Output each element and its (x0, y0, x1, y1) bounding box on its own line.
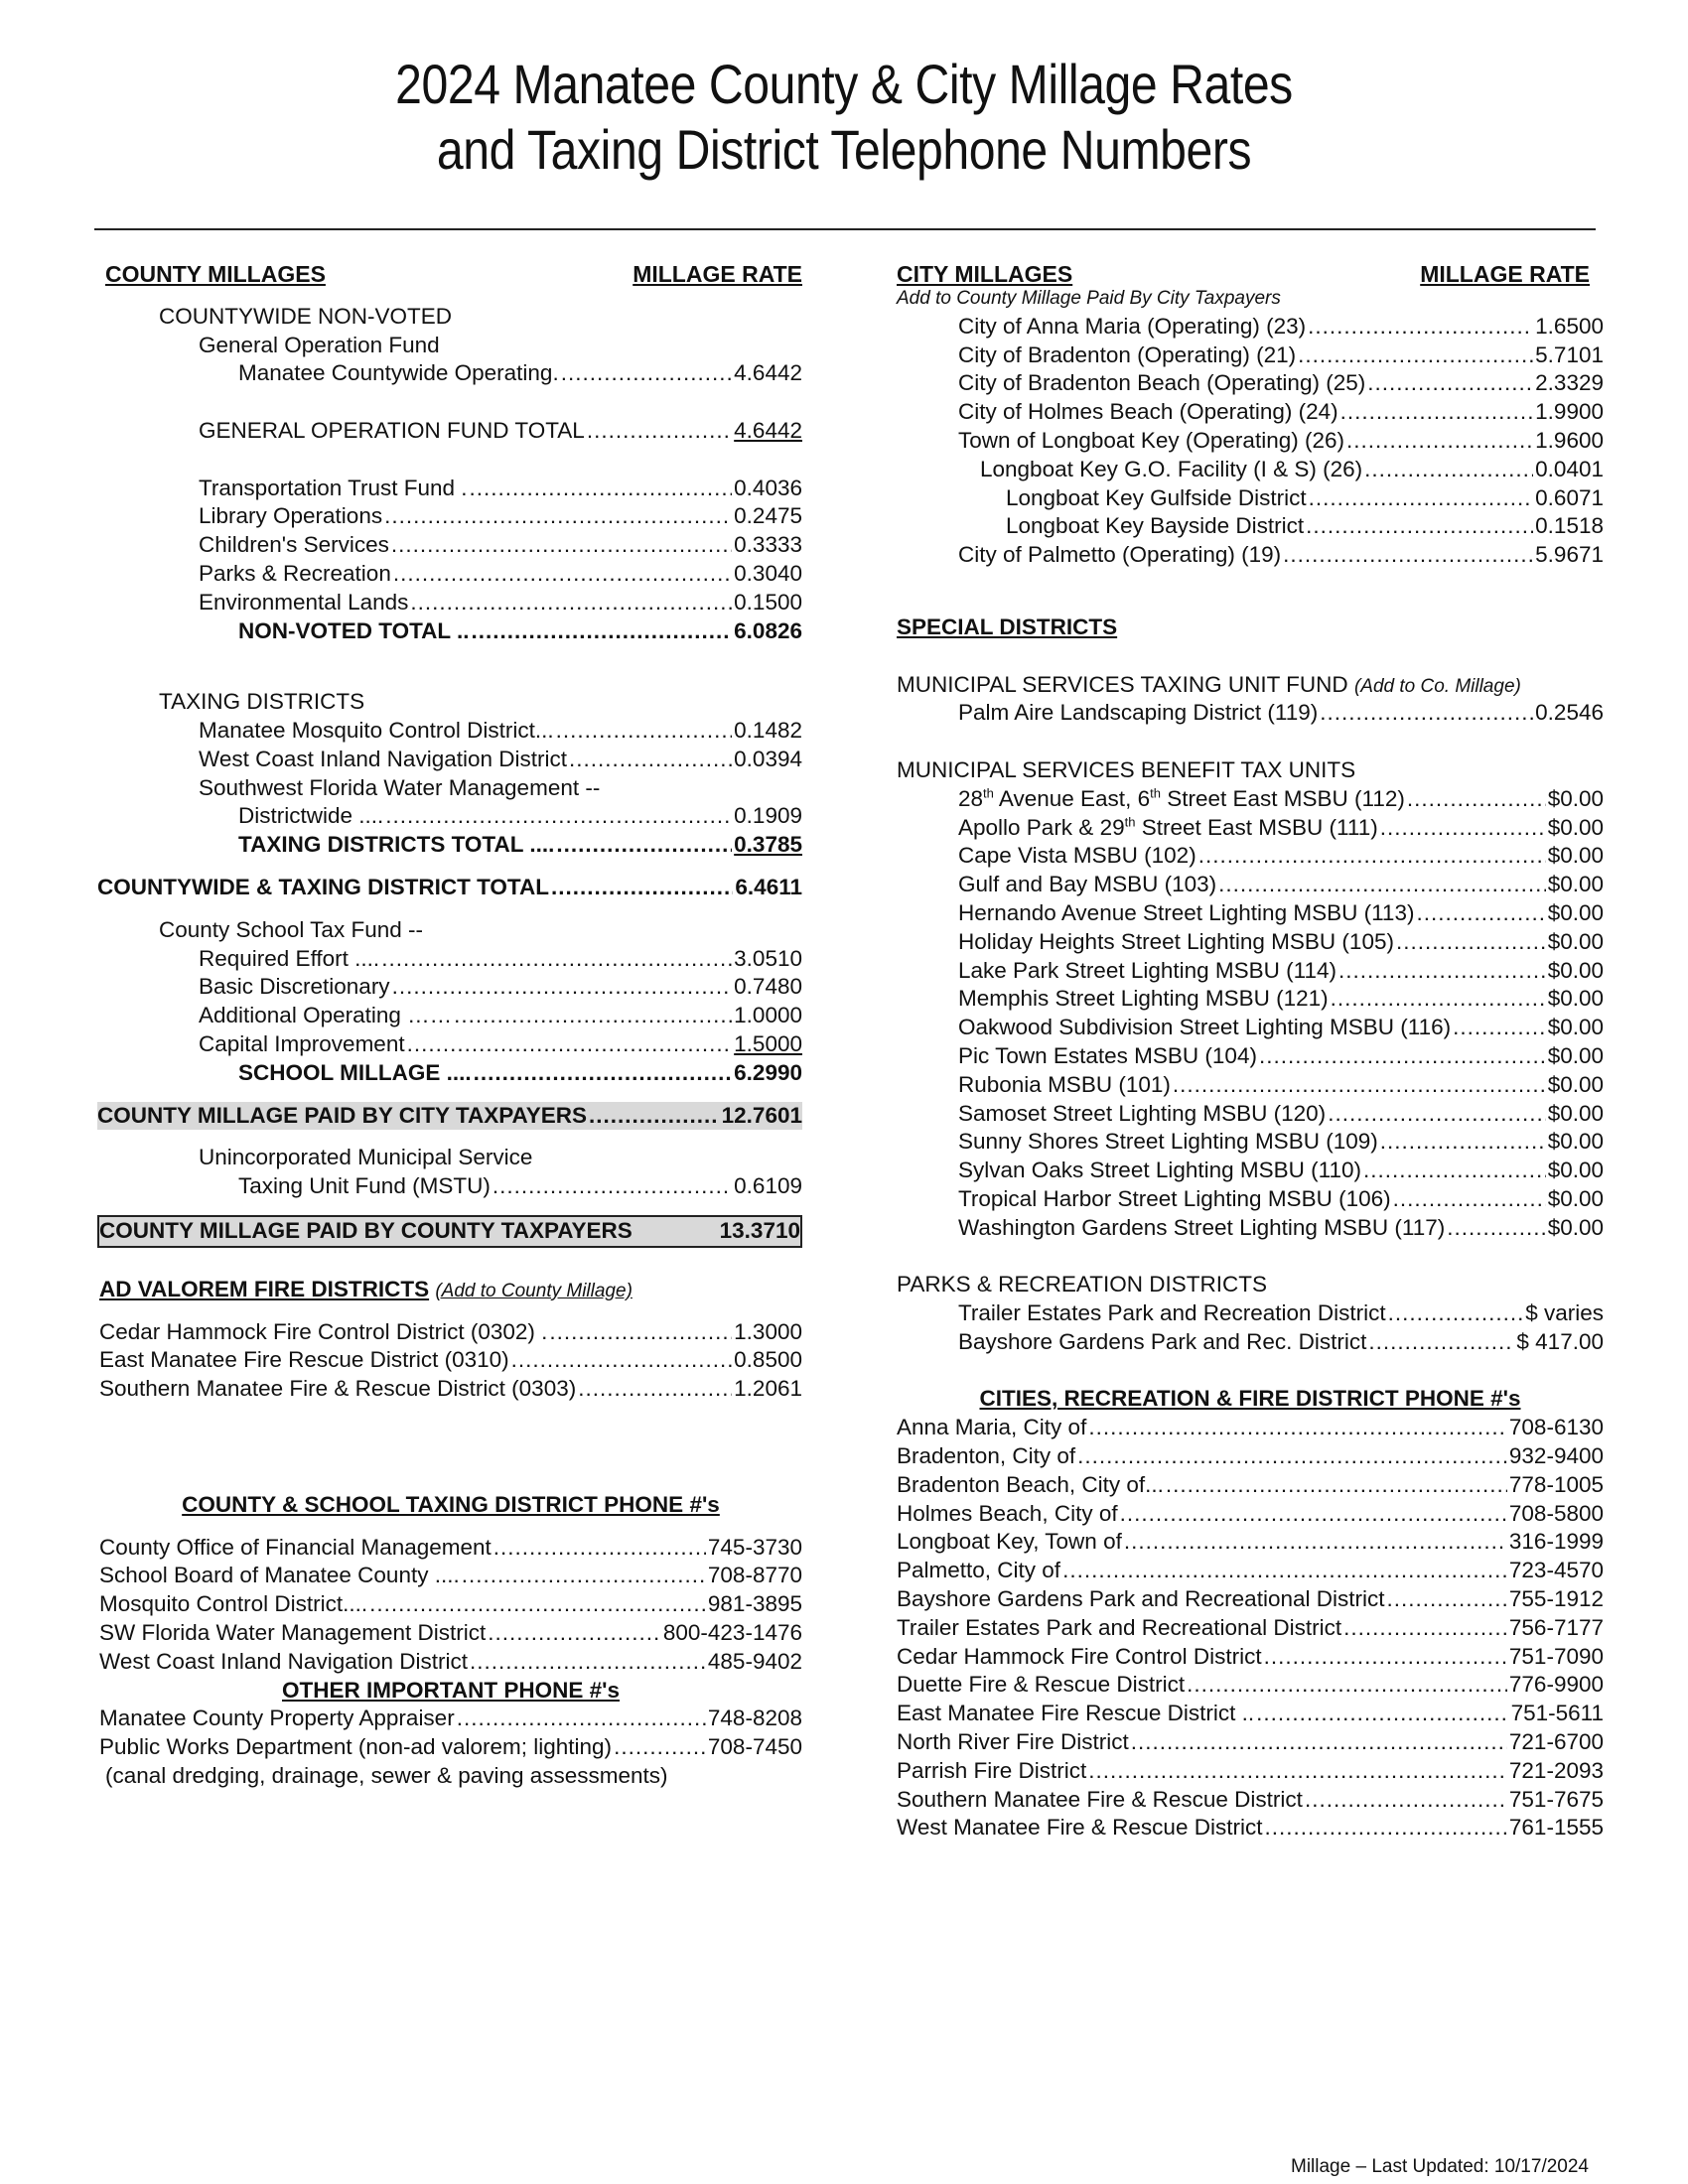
mstu-row: Taxing Unit Fund (MSTU) ..... 0.6109 (99, 1172, 802, 1201)
phone-row: Trailer Estates Park and Recreational District ..... 756-7177 (897, 1614, 1604, 1643)
general-fund-label: General Operation Fund (199, 332, 440, 357)
msbu-header: MUNICIPAL SERVICES BENEFIT TAX UNITS (897, 756, 1356, 782)
millage-row: Basic Discretionary ..... 0.7480 (99, 973, 802, 1002)
millage-row: West Coast Inland Navigation District ..... 0.0394 (99, 746, 802, 774)
phone-row: Cedar Hammock Fire Control District ..... 751-7090 (897, 1643, 1604, 1672)
phone-row: Bayshore Gardens Park and Recreational District ..... 755-1912 (897, 1585, 1604, 1614)
phone-row: Southern Manatee Fire & Rescue District ..... 751-7675 (897, 1786, 1604, 1815)
phone-row: Public Works Department (non-ad valorem; lighting) ..... 708-7450 (99, 1733, 802, 1762)
city-millage-row: Longboat Key Gulfside District ..... 0.6071 (897, 484, 1604, 513)
phone-row: East Manatee Fire Rescue District .. ..... 751-5611 (897, 1700, 1604, 1728)
city-note: Add to County Millage Paid By City Taxpayers (897, 287, 1281, 309)
parks-row: Trailer Estates Park and Recreation District ..... $ varies (897, 1299, 1604, 1328)
fire-district-row: East Manatee Fire Rescue District (0310) ..... 0.8500 (99, 1346, 802, 1375)
msbu-row: Washington Gardens Street Lighting MSBU (117) ..... $0.00 (897, 1214, 1604, 1243)
msbu-row: Apollo Park & 29th Street East MSBU (111) ..... $0.00 (897, 814, 1604, 843)
phone-row: West Coast Inland Navigation District ..... 485-9402 (99, 1648, 802, 1677)
millage-row: Manatee Mosquito Control District... ..... 0.1482 (99, 717, 802, 746)
fire-district-row: Southern Manatee Fire & Rescue District (0303) ..... 1.2061 (99, 1375, 802, 1404)
phone-row: North River Fire District ..... 721-6700 (897, 1728, 1604, 1757)
cities-phone-list (897, 1414, 1604, 1843)
phone-row: Anna Maria, City of ..... 708-6130 (897, 1414, 1604, 1442)
city-millage-row: City of Anna Maria (Operating) (23) ..... 1.6500 (897, 313, 1604, 341)
city-millage-row: City of Bradenton (Operating) (21) ..... 5.7101 (897, 341, 1604, 370)
msbu-row: Oakwood Subdivision Street Lighting MSBU (116) ..... $0.00 (897, 1014, 1604, 1042)
taxing-districts-label: TAXING DISTRICTS (159, 689, 365, 715)
millage-row: Required Effort .... ..... 3.0510 (99, 945, 802, 974)
phone-row: County Office of Financial Management ..... 745-3730 (99, 1534, 802, 1563)
city-millage-row: City of Holmes Beach (Operating) (24) ..... 1.9900 (897, 398, 1604, 427)
millage-rate-heading: MILLAGE RATE (633, 261, 802, 287)
countywide-taxing-total-row: COUNTYWIDE & TAXING DISTRICT TOTAL ..... 6.4611 (97, 874, 802, 902)
city-millages-column (897, 260, 1604, 1843)
phone-row: Bradenton, City of ..... 932-9400 (897, 1442, 1604, 1471)
phone-row: School Board of Manatee County .... ..... 708-8770 (99, 1562, 802, 1590)
phone-row: Parrish Fire District ..... 721-2093 (897, 1757, 1604, 1786)
msbu-row: Cape Vista MSBU (102) ..... $0.00 (897, 842, 1604, 871)
city-millage-row: City of Palmetto (Operating) (19) ..... 5.9671 (897, 541, 1604, 570)
county-millages-heading: COUNTY MILLAGES (105, 261, 326, 287)
city-millages-header (897, 260, 1604, 289)
city-millage-row: Longboat Key Bayside District ..... 0.1518 (897, 512, 1604, 541)
msbu-row: Sylvan Oaks Street Lighting MSBU (110) ..... $0.00 (897, 1157, 1604, 1185)
millage-row: Children's Services ..... 0.3333 (99, 531, 802, 560)
msbu-row: Sunny Shores Street Lighting MSBU (109) ..... $0.00 (897, 1128, 1604, 1157)
nonvoted-total-row: NON-VOTED TOTAL .. ..... 6.0826 (99, 617, 802, 646)
other-phone-note: (canal dredging, drainage, sewer & paving assessments) (105, 1763, 668, 1789)
last-updated-footer: Millage – Last Updated: 10/17/2024 (1291, 2156, 1589, 2177)
parks-header: PARKS & RECREATION DISTRICTS (897, 1272, 1267, 1297)
school-list (99, 945, 802, 1059)
countywide-nonvoted-label: COUNTYWIDE NON-VOTED (159, 303, 452, 329)
msbu-row: Gulf and Bay MSBU (103) ..... $0.00 (897, 871, 1604, 899)
mstu-fund-header: MUNICIPAL SERVICES TAXING UNIT FUND (Add to Co. Millage) (897, 671, 1521, 697)
phone-row: Bradenton Beach, City of... ..... 778-1005 (897, 1471, 1604, 1500)
palm-aire-row: Palm Aire Landscaping District (119) ..... 0.2546 (897, 699, 1604, 728)
special-districts-header: SPECIAL DISTRICTS (897, 614, 1118, 639)
title-line-1: 2024 Manatee County & City Millage Rates (395, 53, 1293, 115)
mstu-label: Unincorporated Municipal Service (199, 1145, 533, 1170)
title-line-2: and Taxing District Telephone Numbers (436, 118, 1252, 181)
taxing-list (99, 717, 802, 774)
millage-row: Parks & Recreation ..... 0.3040 (99, 560, 802, 589)
parks-row: Bayshore Gardens Park and Rec. District ..... $ 417.00 (897, 1328, 1604, 1357)
city-millages-heading: CITY MILLAGES (897, 261, 1073, 287)
county-phone-header: COUNTY & SCHOOL TAXING DISTRICT PHONE #'s (182, 1491, 720, 1517)
swfwm-label: Southwest Florida Water Management -- (199, 774, 601, 800)
phone-row: Holmes Beach, City of ..... 708-5800 (897, 1500, 1604, 1529)
city-taxpayers-row: COUNTY MILLAGE PAID BY CITY TAXPAYERS ..... 12.7601 (97, 1102, 802, 1131)
county-millages-column (99, 260, 802, 1791)
millage-row: Library Operations ..... 0.2475 (99, 502, 802, 531)
fire-district-row: Cedar Hammock Fire Control District (0302) . ..... 1.3000 (99, 1318, 802, 1347)
millage-row: Environmental Lands ..... 0.1500 (99, 589, 802, 617)
school-total-row: SCHOOL MILLAGE .... ..... 6.2990 (99, 1059, 802, 1088)
general-total-row: GENERAL OPERATION FUND TOTAL ..... 4.6442 (99, 417, 802, 446)
phone-row: Mosquito Control District.... ..... 981-3895 (99, 1590, 802, 1619)
city-millage-row: City of Bradenton Beach (Operating) (25) ..... 2.3329 (897, 369, 1604, 398)
msbu-row: Pic Town Estates MSBU (104) ..... $0.00 (897, 1042, 1604, 1071)
msbu-row: Hernando Avenue Street Lighting MSBU (113) ..... $0.00 (897, 899, 1604, 928)
phone-row: West Manatee Fire & Rescue District ..... 761-1555 (897, 1814, 1604, 1843)
districtwide-row: Districtwide .... ..... 0.1909 (99, 802, 802, 831)
phone-row: Longboat Key, Town of ..... 316-1999 (897, 1528, 1604, 1557)
msbu-row: 28th Avenue East, 6th Street East MSBU (112) ..... $0.00 (897, 785, 1604, 814)
countywide-operating-row: Manatee Countywide Operating. ..... 4.6442 (99, 359, 802, 388)
cities-phone-header: CITIES, RECREATION & FIRE DISTRICT PHONE #'s (979, 1386, 1521, 1412)
title-divider (94, 228, 1596, 230)
msbu-row: Rubonia MSBU (101) ..... $0.00 (897, 1071, 1604, 1100)
county-millages-header (99, 260, 802, 289)
millage-row: Additional Operating …… ..... 1.0000 (99, 1002, 802, 1030)
county-taxpayers-row: COUNTY MILLAGE PAID BY COUNTY TAXPAYERS 13.3710 (97, 1215, 802, 1248)
msbu-row: Samoset Street Lighting MSBU (120) ..... $0.00 (897, 1100, 1604, 1129)
city-millage-row: Town of Longboat Key (Operating) (26) ..... 1.9600 (897, 427, 1604, 456)
msbu-row: Holiday Heights Street Lighting MSBU (105) ..... $0.00 (897, 928, 1604, 957)
fire-list (99, 1318, 802, 1404)
millage-row: Capital Improvement ..... 1.5000 (99, 1030, 802, 1059)
school-fund-label: County School Tax Fund -- (159, 916, 423, 942)
msbu-row: Lake Park Street Lighting MSBU (114) ..... $0.00 (897, 957, 1604, 986)
msbu-list (897, 842, 1604, 1242)
phone-row: Manatee County Property Appraiser ..... 748-8208 (99, 1705, 802, 1733)
phone-row: SW Florida Water Management District ..... 800-423-1476 (99, 1619, 802, 1648)
millage-row: Transportation Trust Fund . ..... 0.4036 (99, 475, 802, 503)
page-title (118, 52, 1570, 183)
city-millage-row: Longboat Key G.O. Facility (I & S) (26) ..... 0.0401 (897, 456, 1604, 484)
fire-districts-header: AD VALOREM FIRE DISTRICTS (Add to County Millage) (99, 1276, 633, 1301)
msbu-row: Memphis Street Lighting MSBU (121) ..... $0.00 (897, 985, 1604, 1014)
other-phone-list (99, 1705, 802, 1762)
msbu-row: Tropical Harbor Street Lighting MSBU (106) ..... $0.00 (897, 1185, 1604, 1214)
city-millage-rate-heading: MILLAGE RATE (1420, 261, 1590, 287)
phone-row: Duette Fire & Rescue District ..... 776-9900 (897, 1671, 1604, 1700)
taxing-total-row: TAXING DISTRICTS TOTAL .... ..... 0.3785 (99, 831, 802, 860)
nonvoted-list (99, 475, 802, 617)
county-phone-list (99, 1534, 802, 1677)
phone-row: Palmetto, City of ..... 723-4570 (897, 1557, 1604, 1585)
other-phone-header: OTHER IMPORTANT PHONE #'s (282, 1677, 620, 1703)
city-list (897, 313, 1604, 570)
parks-list (897, 1299, 1604, 1357)
